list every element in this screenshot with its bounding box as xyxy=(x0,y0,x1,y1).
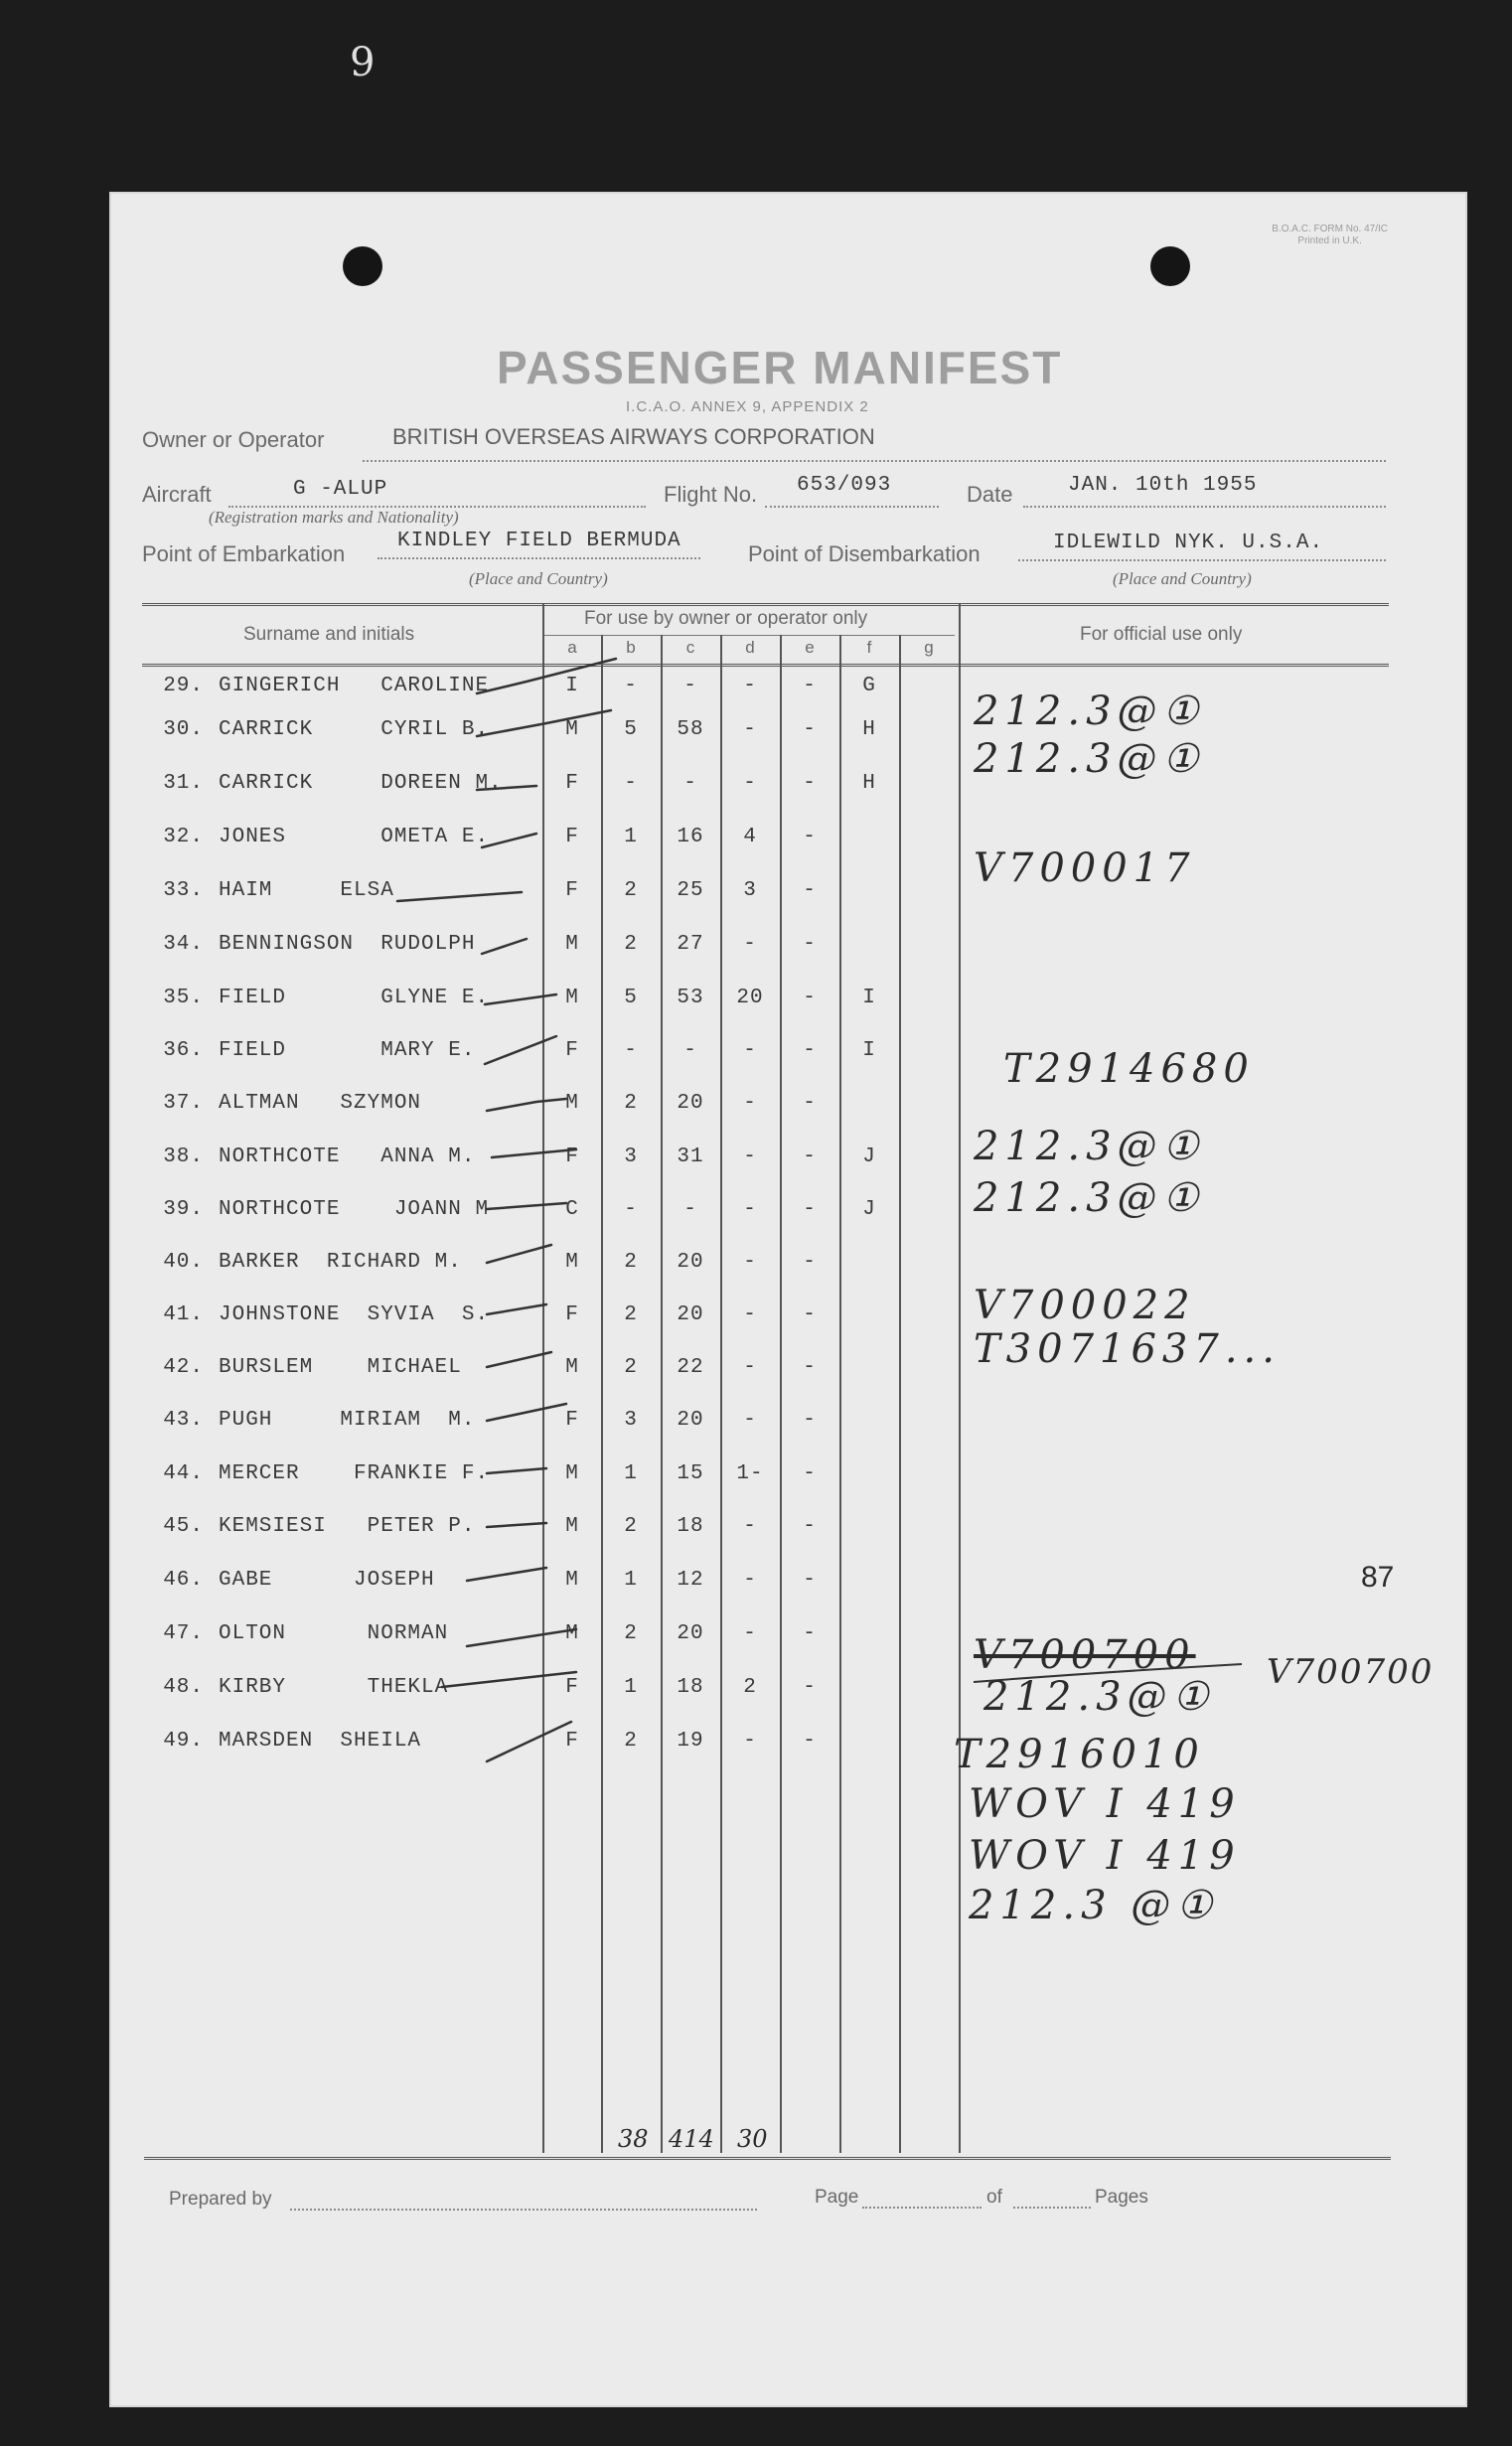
cell-b: 2 xyxy=(624,1622,638,1645)
cell-d: - xyxy=(743,1251,757,1274)
cell-e: - xyxy=(803,772,817,795)
owner-value: BRITISH OVERSEAS AIRWAYS CORPORATION xyxy=(392,424,875,449)
official-note: WOV I 419 xyxy=(969,1833,1241,1879)
subcol-letter-a: a xyxy=(567,638,577,657)
check-marks xyxy=(109,192,1467,2407)
passenger-name: GABE JOSEPH xyxy=(219,1569,435,1592)
cell-b: 3 xyxy=(624,1146,638,1168)
cell-d: 20 xyxy=(736,987,764,1009)
total-d: 30 xyxy=(737,2125,768,2153)
cell-e: - xyxy=(803,987,817,1009)
row-number: 32. xyxy=(163,826,204,848)
cell-d: - xyxy=(743,1303,757,1326)
cell-b: 3 xyxy=(624,1409,638,1432)
passenger-name: GINGERICH CAROLINE xyxy=(219,675,490,697)
cell-e: - xyxy=(803,1409,817,1432)
flight-label: Flight No. xyxy=(664,482,758,507)
official-note: 212.3@① xyxy=(974,688,1205,734)
row-number: 42. xyxy=(163,1356,204,1379)
cell-f: J xyxy=(862,1198,876,1221)
cell-b: 2 xyxy=(624,1303,638,1326)
subcol-letter-g: g xyxy=(924,638,934,657)
row-number: 30. xyxy=(163,718,204,741)
cell-c: 18 xyxy=(677,1515,704,1538)
cell-e: - xyxy=(803,933,817,956)
cell-c: 16 xyxy=(677,826,704,848)
cell-b: 5 xyxy=(624,718,638,741)
row-number: 36. xyxy=(163,1039,204,1062)
margin-mark: 9 xyxy=(350,40,376,85)
page-subtitle: I.C.A.O. ANNEX 9, APPENDIX 2 xyxy=(626,398,869,415)
passenger-name: OLTON NORMAN xyxy=(219,1622,449,1645)
cell-c: 31 xyxy=(677,1146,704,1168)
cell-a: F xyxy=(565,1730,579,1753)
row-number: 37. xyxy=(163,1092,204,1115)
official-note: T2914680 xyxy=(1003,1046,1255,1092)
cell-a: F xyxy=(565,1676,579,1699)
row-number: 40. xyxy=(163,1251,204,1274)
cell-c: 58 xyxy=(677,718,704,741)
passenger-name: HAIM ELSA xyxy=(219,879,394,902)
cell-d: - xyxy=(743,1356,757,1379)
passenger-name: MARSDEN SHEILA xyxy=(219,1730,422,1753)
prepared-by-line xyxy=(290,2209,757,2211)
owner-label: Owner or Operator xyxy=(142,427,325,452)
subcol-letter-d: d xyxy=(745,638,755,657)
aircraft-value: G -ALUP xyxy=(293,478,388,501)
cell-b: - xyxy=(624,1198,638,1221)
total-b: 38 xyxy=(618,2125,649,2153)
cell-a: M xyxy=(565,1092,579,1115)
cell-d: - xyxy=(743,1039,757,1062)
passenger-name: FIELD MARY E. xyxy=(219,1039,476,1062)
cell-a: M xyxy=(565,1356,579,1379)
passenger-name: NORTHCOTE JOANN M xyxy=(219,1198,490,1221)
passenger-name: KIRBY THEKLA xyxy=(219,1676,449,1699)
cell-a: C xyxy=(565,1198,579,1221)
cell-a: F xyxy=(565,772,579,795)
passenger-name: KEMSIESI PETER P. xyxy=(219,1515,476,1538)
page-title: PASSENGER MANIFEST xyxy=(497,342,1063,393)
cell-b: 2 xyxy=(624,879,638,902)
cell-e: - xyxy=(803,1039,817,1062)
cell-e: - xyxy=(803,1515,817,1538)
cell-b: - xyxy=(624,675,638,697)
col-header-owner: For use by owner or operator only xyxy=(584,608,868,629)
cell-e: - xyxy=(803,1730,817,1753)
row-number: 46. xyxy=(163,1569,204,1592)
of-line xyxy=(1013,2207,1091,2209)
prepared-by-label: Prepared by xyxy=(169,2189,272,2210)
cell-a: M xyxy=(565,718,579,741)
passenger-name: ALTMAN SZYMON xyxy=(219,1092,422,1115)
subcol-letter-b: b xyxy=(626,638,636,657)
manifest-sheet xyxy=(109,192,1467,2407)
cell-a: F xyxy=(565,1303,579,1326)
cell-f: H xyxy=(862,718,876,741)
embark-value: KINDLEY FIELD BERMUDA xyxy=(397,530,681,552)
row-number: 41. xyxy=(163,1303,204,1326)
row-number: 48. xyxy=(163,1676,204,1699)
passenger-name: BURSLEM MICHAEL xyxy=(219,1356,462,1379)
cell-c: 20 xyxy=(677,1303,704,1326)
of-label: of xyxy=(986,2187,1002,2208)
cell-a: F xyxy=(565,1409,579,1432)
row-number: 49. xyxy=(163,1730,204,1753)
cell-d: 1- xyxy=(736,1462,764,1485)
cell-d: 4 xyxy=(743,826,757,848)
cell-a: F xyxy=(565,826,579,848)
cell-e: - xyxy=(803,879,817,902)
row-number: 31. xyxy=(163,772,204,795)
passenger-name: JOHNSTONE SYVIA S. xyxy=(219,1303,490,1326)
cell-a: M xyxy=(565,1515,579,1538)
flight-value: 653/093 xyxy=(797,474,892,497)
row-number: 44. xyxy=(163,1462,204,1485)
cell-d: - xyxy=(743,1515,757,1538)
subcol-letter-e: e xyxy=(805,638,815,657)
cell-c: - xyxy=(683,1198,697,1221)
official-note: 212.3@① xyxy=(974,1175,1205,1221)
passenger-name: CARRICK CYRIL B. xyxy=(219,718,490,741)
col-header-official: For official use only xyxy=(1080,624,1243,645)
passenger-name: NORTHCOTE ANNA M. xyxy=(219,1146,476,1168)
pages-label: Pages xyxy=(1095,2187,1148,2208)
official-note: T2916010 xyxy=(954,1732,1205,1777)
cell-c: - xyxy=(683,772,697,795)
cell-e: - xyxy=(803,1569,817,1592)
row-number: 39. xyxy=(163,1198,204,1221)
subcol-letter-f: f xyxy=(866,638,872,657)
date-label: Date xyxy=(967,482,1013,507)
cell-a: M xyxy=(565,1622,579,1645)
cell-d: 3 xyxy=(743,879,757,902)
cell-e: - xyxy=(803,1622,817,1645)
official-note: T3071637... xyxy=(974,1326,1281,1372)
cell-e: - xyxy=(803,1146,817,1168)
cell-e: - xyxy=(803,1676,817,1699)
row-number: 35. xyxy=(163,987,204,1009)
page-label: Page xyxy=(815,2187,859,2208)
cell-c: 19 xyxy=(677,1730,704,1753)
cell-d: - xyxy=(743,933,757,956)
disembark-value: IDLEWILD NYK. U.S.A. xyxy=(1053,532,1324,554)
cell-b: - xyxy=(624,772,638,795)
cell-c: - xyxy=(683,1039,697,1062)
row-number: 47. xyxy=(163,1622,204,1645)
cell-b: - xyxy=(624,1039,638,1062)
cell-d: - xyxy=(743,1622,757,1645)
cell-b: 1 xyxy=(624,1569,638,1592)
row-number: 45. xyxy=(163,1515,204,1538)
official-note: V700022 xyxy=(974,1283,1196,1328)
subcol-letter-c: c xyxy=(685,638,695,657)
passenger-name: FIELD GLYNE E. xyxy=(219,987,490,1009)
cell-c: 22 xyxy=(677,1356,704,1379)
cell-c: 20 xyxy=(677,1622,704,1645)
cell-b: 2 xyxy=(624,1730,638,1753)
cell-e: - xyxy=(803,1092,817,1115)
page-line xyxy=(862,2207,982,2209)
cell-d: - xyxy=(743,1092,757,1115)
cell-e: - xyxy=(803,1198,817,1221)
cell-c: 20 xyxy=(677,1251,704,1274)
cell-a: M xyxy=(565,1462,579,1485)
passenger-name: BENNINGSON RUDOLPH xyxy=(219,933,476,956)
col-header-surname: Surname and initials xyxy=(243,624,415,645)
side-number: 87 xyxy=(1361,1561,1395,1594)
cell-d: - xyxy=(743,718,757,741)
cell-a: F xyxy=(565,1146,579,1168)
cell-c: 25 xyxy=(677,879,704,902)
cell-c: - xyxy=(683,675,697,697)
official-note: WOV I 419 xyxy=(969,1781,1241,1827)
cell-c: 20 xyxy=(677,1092,704,1115)
cell-b: 1 xyxy=(624,826,638,848)
official-note: V700017 xyxy=(974,845,1196,891)
cell-f: G xyxy=(862,675,876,697)
cell-d: - xyxy=(743,1198,757,1221)
cell-b: 5 xyxy=(624,987,638,1009)
cell-b: 2 xyxy=(624,1251,638,1274)
cell-d: - xyxy=(743,1569,757,1592)
cell-e: - xyxy=(803,826,817,848)
table-bottom-rule xyxy=(144,2157,1391,2160)
row-number: 38. xyxy=(163,1146,204,1168)
row-number: 29. xyxy=(163,675,204,697)
cell-e: - xyxy=(803,718,817,741)
total-c: 414 xyxy=(669,2125,714,2153)
embark-place-note: (Place and Country) xyxy=(469,569,608,588)
cell-d: - xyxy=(743,1730,757,1753)
date-value: JAN. 10th 1955 xyxy=(1068,474,1258,497)
cell-d: 2 xyxy=(743,1676,757,1699)
crossed-replacement-note: V700700 xyxy=(1267,1652,1435,1692)
cell-f: I xyxy=(862,1039,876,1062)
row-number: 34. xyxy=(163,933,204,956)
cell-e: - xyxy=(803,1462,817,1485)
cell-a: M xyxy=(565,987,579,1009)
cell-c: 53 xyxy=(677,987,704,1009)
cell-d: - xyxy=(743,1409,757,1432)
row-number: 43. xyxy=(163,1409,204,1432)
aircraft-label: Aircraft xyxy=(142,482,212,507)
cell-b: 1 xyxy=(624,1676,638,1699)
cell-d: - xyxy=(743,1146,757,1168)
disembark-place-note: (Place and Country) xyxy=(1113,569,1252,588)
cell-e: - xyxy=(803,1303,817,1326)
cell-a: F xyxy=(565,1039,579,1062)
cell-c: 12 xyxy=(677,1569,704,1592)
cell-c: 18 xyxy=(677,1676,704,1699)
cell-f: J xyxy=(862,1146,876,1168)
passenger-name: PUGH MIRIAM M. xyxy=(219,1409,476,1432)
cell-b: 2 xyxy=(624,1356,638,1379)
form-number: B.O.A.C. FORM No. 47/IC Printed in U.K. xyxy=(1272,224,1388,246)
cell-d: - xyxy=(743,772,757,795)
cell-b: 1 xyxy=(624,1462,638,1485)
cell-c: 27 xyxy=(677,933,704,956)
passenger-name: JONES OMETA E. xyxy=(219,826,490,848)
cell-e: - xyxy=(803,1356,817,1379)
cell-a: M xyxy=(565,933,579,956)
passenger-name: CARRICK DOREEN M. xyxy=(219,772,503,795)
cell-c: 15 xyxy=(677,1462,704,1485)
cell-e: - xyxy=(803,1251,817,1274)
cell-a: M xyxy=(565,1251,579,1274)
cell-b: 2 xyxy=(624,1515,638,1538)
cell-b: 2 xyxy=(624,1092,638,1115)
cell-a: F xyxy=(565,879,579,902)
cell-f: H xyxy=(862,772,876,795)
passenger-name: MERCER FRANKIE F. xyxy=(219,1462,490,1485)
official-note: 212.3@① xyxy=(983,1674,1215,1720)
row-number: 33. xyxy=(163,879,204,902)
official-note: 212.3 @① xyxy=(969,1883,1219,1928)
disembark-label: Point of Disembarkation xyxy=(748,541,981,566)
cell-a: I xyxy=(565,675,579,697)
official-note: 212.3@① xyxy=(974,1124,1205,1169)
official-note: 212.3@① xyxy=(974,736,1205,782)
cell-f: I xyxy=(862,987,876,1009)
passenger-name: BARKER RICHARD M. xyxy=(219,1251,462,1274)
official-note: V700700 xyxy=(974,1632,1196,1678)
cell-c: 20 xyxy=(677,1409,704,1432)
cell-e: - xyxy=(803,675,817,697)
aircraft-note: (Registration marks and Nationality) xyxy=(209,508,459,527)
cell-d: - xyxy=(743,675,757,697)
embark-label: Point of Embarkation xyxy=(142,541,346,566)
cell-b: 2 xyxy=(624,933,638,956)
cell-a: M xyxy=(565,1569,579,1592)
